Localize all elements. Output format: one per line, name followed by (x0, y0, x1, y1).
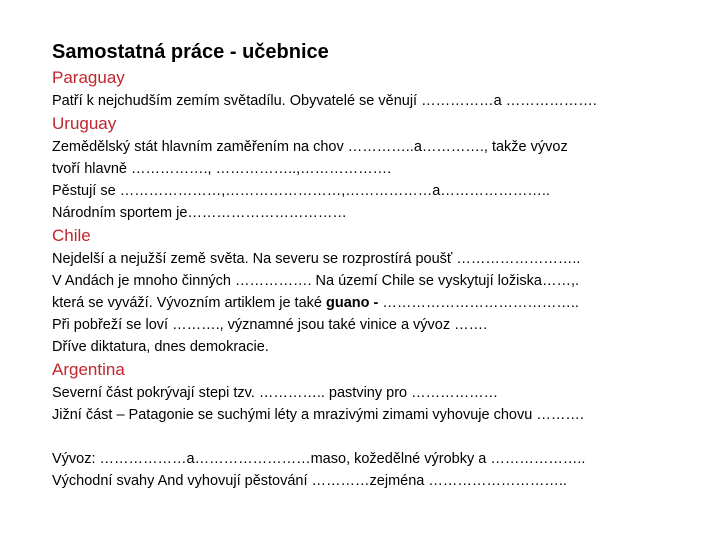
chile-line-2: V Andách je mnoho činných ……………. Na území Chile se vyskytují ložiska……,. (52, 273, 580, 289)
uruguay-line-4: Národním sportem je…………………………… (52, 205, 347, 221)
argentina-line-4: Východní svahy And vyhovují pěstování …………zejména ……………………….. (52, 473, 567, 489)
uruguay-line-1: Zemědělský stát hlavním zaměřením na chov …………..a…………., takže vývoz (52, 139, 568, 155)
paraguay-line-1: Patří k nejchudším zemím světadílu. Obyvatelé se věnují ……………a ………………. (52, 93, 597, 109)
chile-line-3-before: která se vyváží. Vývozním artiklem je také (52, 295, 326, 311)
chile-line-4: Při pobřeží se loví ………., významné jsou také vinice a vývoz ……. (52, 317, 488, 333)
chile-guano-term: guano - (325, 295, 379, 311)
section-heading-uruguay: Uruguay (52, 114, 117, 133)
document-page (52, 38, 692, 492)
chile-line-1: Nejdelší a nejužší země světa. Na severu se rozprostírá poušť …………………….. (52, 251, 581, 267)
argentina-line-2: Jižní část – Patagonie se suchými léty a mrazivými zimami vyhovuje chovu ………. (52, 407, 584, 423)
argentina-line-1: Severní část pokrývají stepi tzv. ………….. pastviny pro ……………… (52, 385, 499, 401)
blank-line (52, 426, 692, 448)
argentina-line-3: Vývoz: ………………a……………………maso, kožedělné výrobky a ……………….. (52, 451, 586, 467)
document-title: Samostatná práce - učebnice (52, 41, 329, 63)
chile-line-3-after: ………………………………….. (378, 295, 579, 311)
uruguay-line-3: Pěstují se …………………,……………………,………………a………………….. (52, 183, 550, 199)
section-heading-argentina: Argentina (52, 360, 125, 379)
chile-line-5: Dříve diktatura, dnes demokracie. (52, 339, 269, 355)
section-heading-chile: Chile (52, 226, 91, 245)
uruguay-line-2: tvoří hlavně ……………., ……………..,………………. (52, 161, 392, 177)
chile-line-3 (52, 292, 692, 314)
section-heading-paraguay: Paraguay (52, 68, 125, 87)
